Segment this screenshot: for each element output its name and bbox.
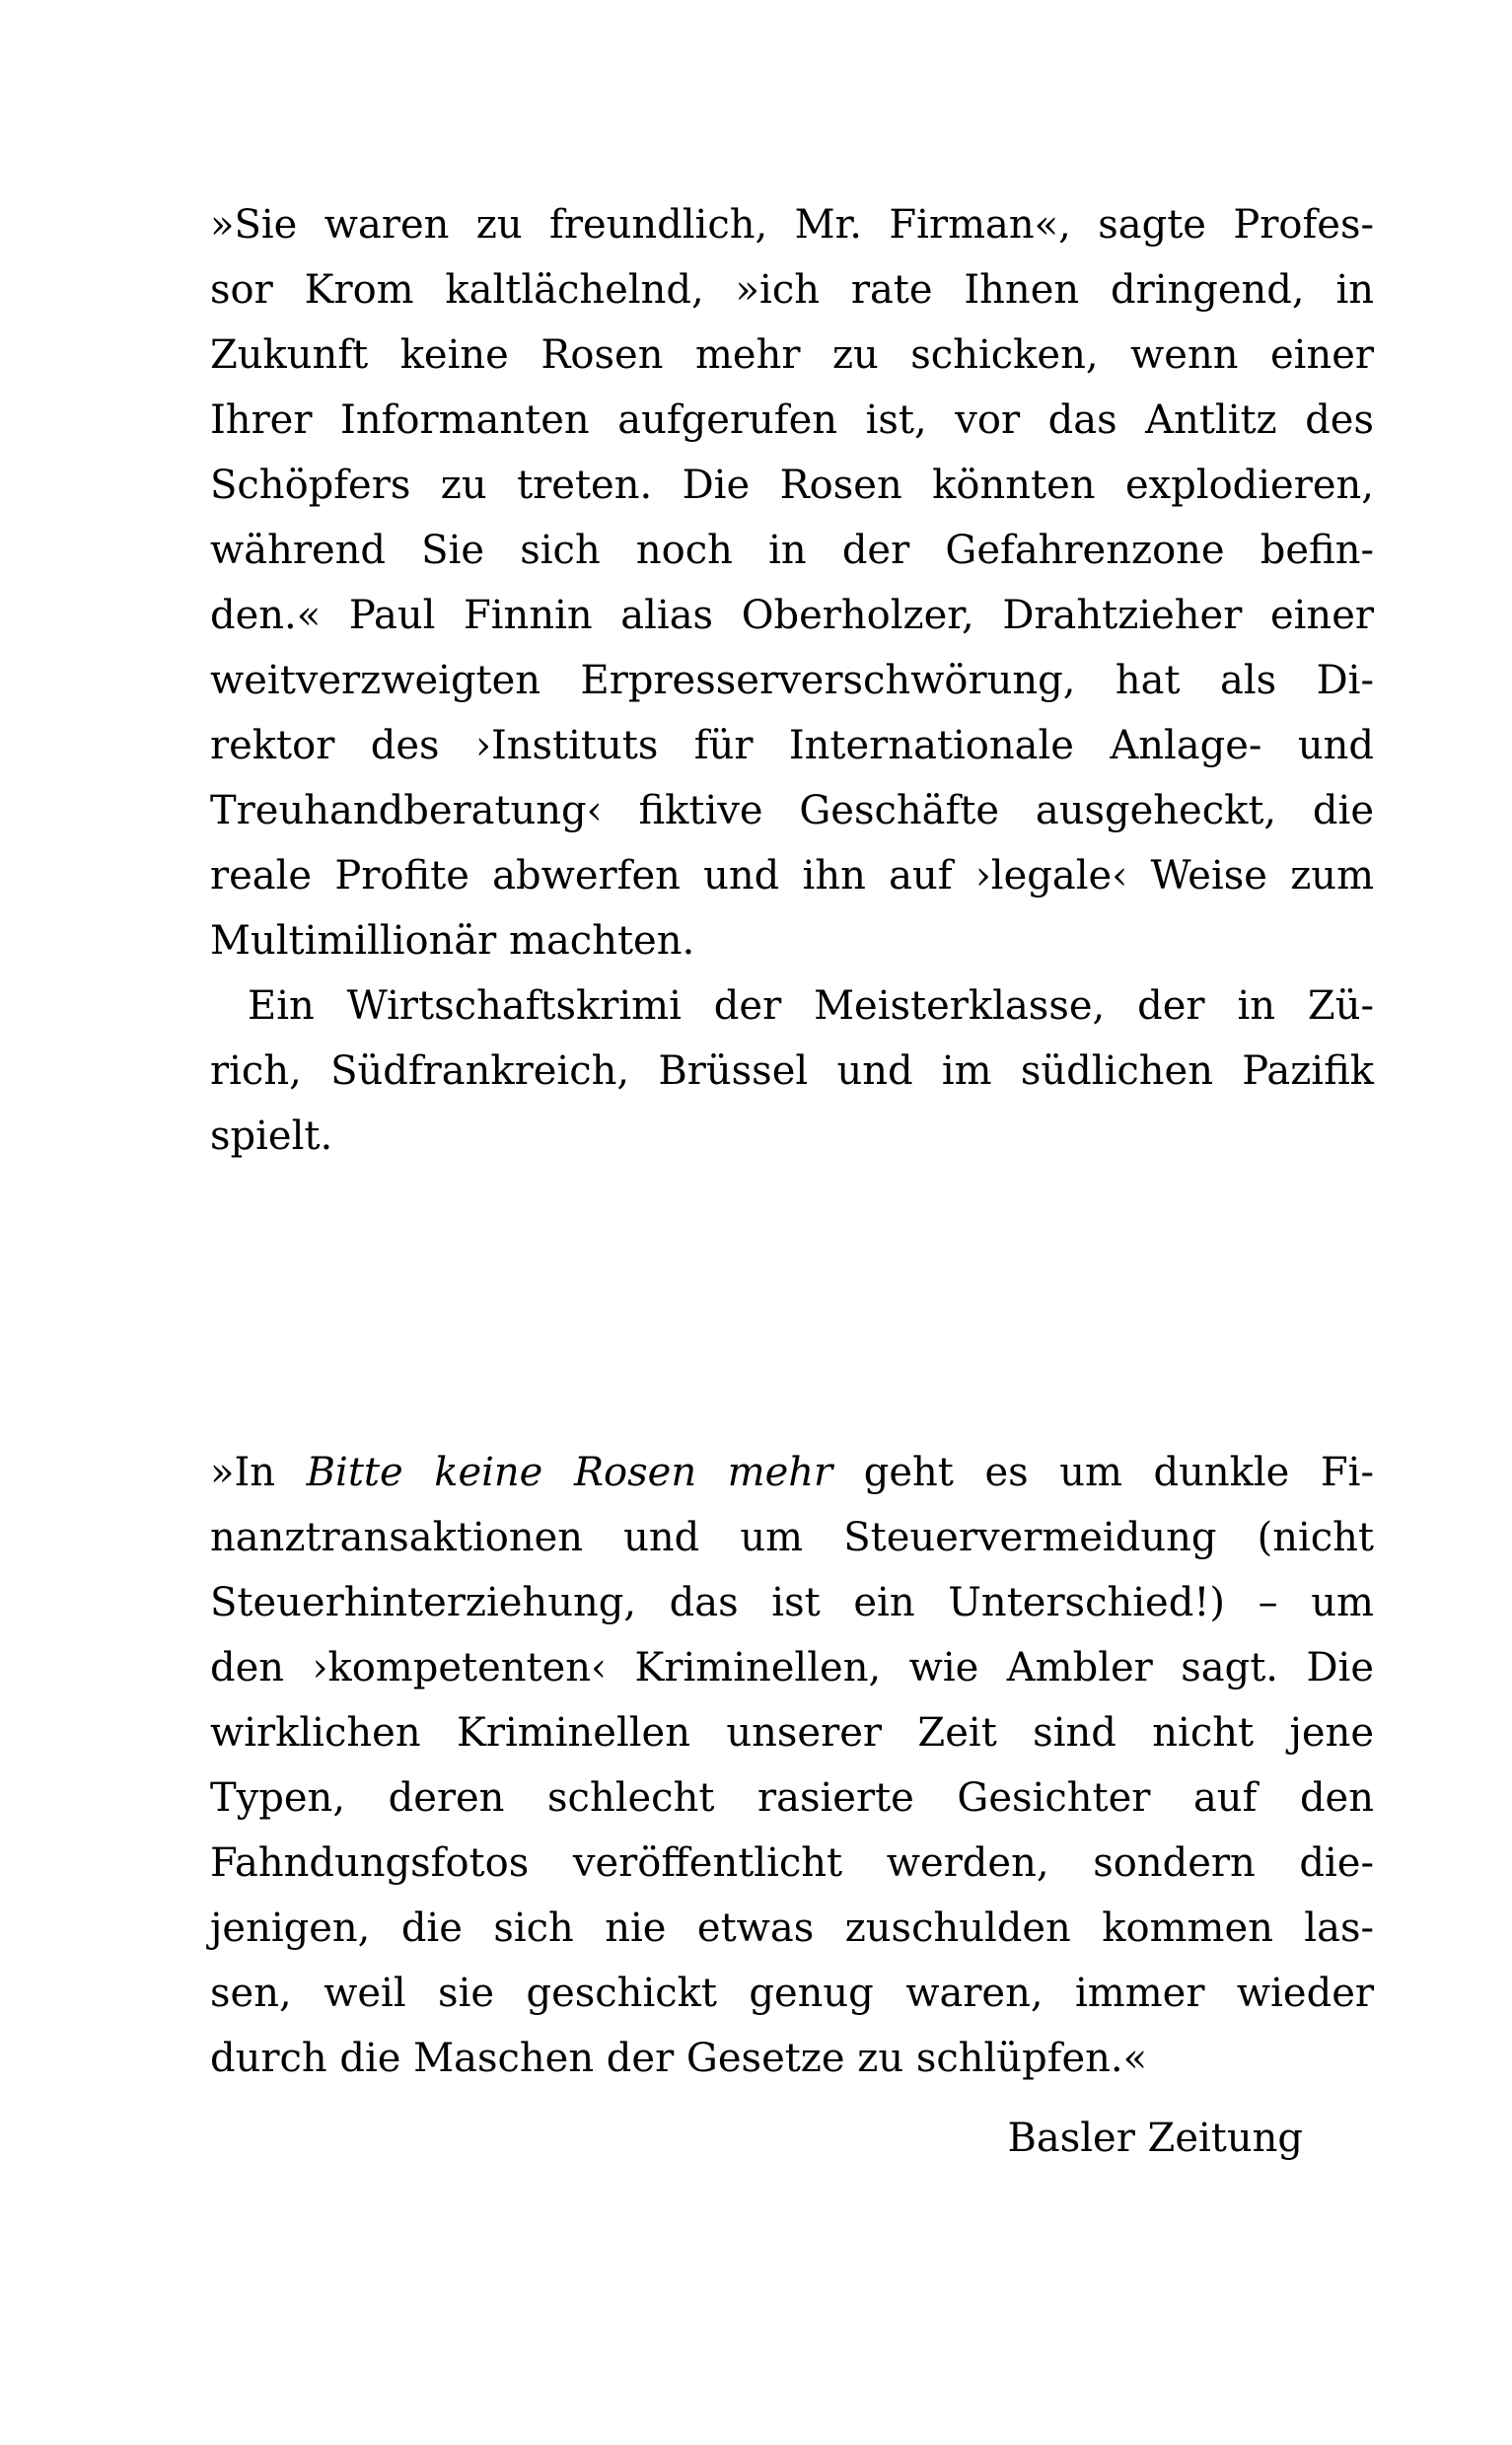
paragraph-blurb bbox=[210, 192, 1374, 1169]
text-line: rich, Südfrankreich, Brüssel und im südlichen Pazifik bbox=[210, 1048, 1374, 1094]
text-line: den.« Paul Finnin alias Oberholzer, Drahtzieher einer bbox=[210, 593, 1374, 638]
text-line: den ›kompetenten‹ Kriminellen, wie Ambler sagt. Die bbox=[210, 1645, 1374, 1690]
text-line: Typen, deren schlecht rasierte Gesichter auf den bbox=[210, 1775, 1374, 1821]
text-line: reale Profite abwerfen und ihn auf ›legale‹ Weise zum bbox=[210, 853, 1374, 899]
text-block bbox=[210, 192, 1374, 2171]
text-line: weitverzweigten Erpresserverschwörung, hat als Di- bbox=[210, 658, 1374, 703]
line-text: geht es um dunkle Fi- bbox=[832, 1450, 1374, 1495]
text-line: Fahndungsfotos veröffentlicht werden, sondern die- bbox=[210, 1840, 1374, 1886]
text-line: Zukunft keine Rosen mehr zu schicken, wenn einer bbox=[210, 332, 1374, 378]
text-line: Schöpfers zu treten. Die Rosen könnten explodieren, bbox=[210, 463, 1374, 508]
text-line: Treuhandberatung‹ fiktive Geschäfte ausgeheckt, die bbox=[210, 788, 1374, 833]
text-line: rektor des ›Instituts für Internationale Anlage- und bbox=[210, 723, 1374, 768]
text-line: sor Krom kaltlächelnd, »ich rate Ihnen dringend, in bbox=[210, 267, 1374, 313]
text-line: Ihrer Informanten aufgerufen ist, vor das Antlitz des bbox=[210, 397, 1374, 443]
text-line: »Sie waren zu freundlich, Mr. Firman«, sagte Profes- bbox=[210, 202, 1374, 248]
text-line: Ein Wirtschaftskrimi der Meisterklasse, der in Zü- bbox=[248, 983, 1374, 1029]
press-source-attribution: Basler Zeitung bbox=[1007, 2116, 1303, 2161]
text-line: spielt. bbox=[210, 1114, 333, 1159]
text-line: nanztransaktionen und um Steuervermeidung (nicht bbox=[210, 1515, 1374, 1560]
text-line: wirklichen Kriminellen unserer Zeit sind nicht jene bbox=[210, 1710, 1374, 1756]
text-line: jenigen, die sich nie etwas zuschulden kommen las- bbox=[210, 1906, 1374, 1951]
text-line: Steuerhinterziehung, das ist ein Unterschied!) – um bbox=[210, 1580, 1374, 1625]
book-title-italic: Bitte keine Rosen mehr bbox=[306, 1450, 833, 1495]
paragraph-press-quote bbox=[210, 1440, 1374, 2091]
text-line bbox=[210, 1440, 1374, 1505]
text-line: während Sie sich noch in der Gefahrenzone befin- bbox=[210, 528, 1374, 573]
line-text: »In bbox=[210, 1450, 307, 1495]
text-line: Multimillionär machten. bbox=[210, 918, 695, 964]
text-line: durch die Maschen der Gesetze zu schlüpfen.« bbox=[210, 2036, 1148, 2081]
text-line: sen, weil sie geschickt genug waren, immer wieder bbox=[210, 1971, 1374, 2016]
